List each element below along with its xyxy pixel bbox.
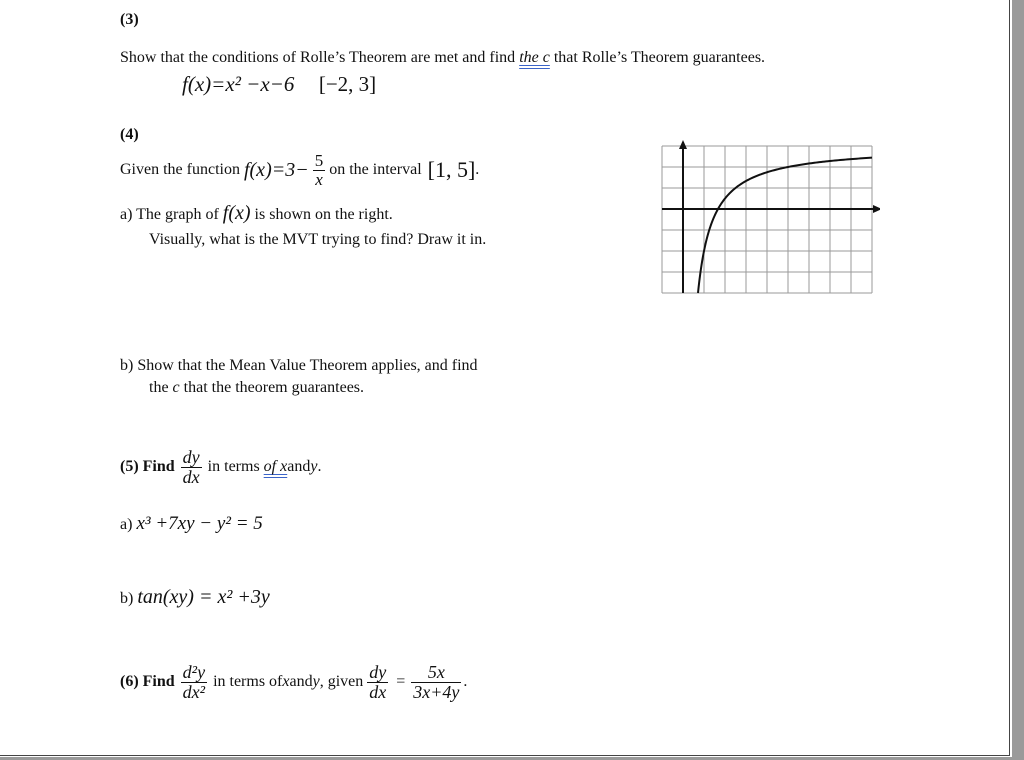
- problem-5-label: (5) Find: [120, 458, 175, 475]
- graph-axes: [662, 140, 880, 293]
- problem-6-frac-num: d²y: [182, 661, 206, 682]
- y-axis-arrow: [679, 140, 687, 149]
- problem-4-period: .: [475, 161, 480, 178]
- problem-4-given: [120, 146, 479, 194]
- problem-3-text-b: that Rolle’s Theorem guarantees.: [549, 49, 766, 66]
- problem-6-eq: =: [396, 673, 406, 690]
- problem-6-given: , given: [319, 673, 364, 690]
- problem-4a-line1: [120, 202, 393, 225]
- problem-6-fraction-2: [367, 663, 388, 702]
- problem-6-x: x: [282, 673, 290, 690]
- problem-5a: [120, 513, 263, 535]
- problem-5-y: y: [310, 458, 318, 475]
- problem-5b: [120, 586, 270, 609]
- problem-6-label: (6) Find: [120, 673, 175, 690]
- problem-4-interval: [1, 5]: [427, 157, 476, 182]
- problem-6-fraction: [181, 663, 207, 702]
- problem-6-frac3-num: 5x: [411, 663, 461, 683]
- problem-4-frac-den: x: [315, 169, 323, 189]
- graph-grid: [662, 146, 872, 293]
- problem-4-label: (4): [120, 126, 139, 143]
- problem-6-end: .: [463, 673, 468, 690]
- problem-6-frac2-den: dx: [369, 681, 387, 702]
- problem-5a-equation: x³ +7xy − y² = 5: [136, 513, 263, 534]
- problem-4b-text-a: the: [149, 379, 173, 396]
- problem-3-statement: [120, 49, 765, 67]
- problem-5b-label: b): [120, 590, 138, 607]
- problem-5-link[interactable]: of x: [263, 458, 288, 475]
- problem-4-fraction: [313, 152, 326, 189]
- scrollbar-track: [1012, 0, 1024, 760]
- problem-5-statement: [120, 444, 321, 490]
- problem-5a-label: a): [120, 516, 137, 533]
- function-graph: [658, 140, 880, 310]
- x-axis-arrow: [873, 205, 880, 213]
- problem-3-label: (3): [120, 11, 139, 28]
- problem-6-statement: [120, 656, 467, 708]
- problem-4b-line1: b) Show that the Mean Value Theorem applies, and find: [120, 357, 478, 374]
- problem-5-text-a: in terms: [207, 458, 260, 475]
- problem-5-fraction: [181, 448, 202, 487]
- problem-4b-line2: [149, 379, 364, 397]
- problem-6-frac2-num: dy: [369, 661, 387, 682]
- problem-4b-c: c: [172, 379, 180, 396]
- problem-5-end: .: [317, 458, 322, 475]
- problem-5-frac-den: dx: [182, 466, 200, 487]
- problem-4-given-b: on the interval: [329, 161, 422, 178]
- problem-3-interval: [−2, 3]: [318, 72, 377, 96]
- problem-4-func-lhs: f(x)=3−: [243, 158, 309, 181]
- problem-3-function: [182, 72, 376, 97]
- problem-3-text-a: Show that the conditions of Rolle’s Theorem are met and find: [120, 49, 520, 66]
- problem-6-frac3-den: 3x+4y: [413, 681, 460, 702]
- problem-5b-equation: tan(xy) = x² +3y: [137, 586, 270, 608]
- problem-6-y: y: [312, 673, 320, 690]
- problem-5-frac-num: dy: [182, 446, 200, 467]
- problem-3-link[interactable]: the c: [519, 49, 550, 66]
- problem-4a-func: f(x): [222, 202, 251, 224]
- problem-4b-text-b: that the theorem guarantees.: [179, 379, 365, 396]
- problem-4a-line2: Visually, what is the MVT trying to find? Draw it in.: [149, 231, 487, 248]
- problem-6-frac-den: dx²: [182, 681, 206, 702]
- problem-3-func: f(x)=x² −x−6: [182, 72, 295, 96]
- problem-6-text-a: in terms of: [213, 673, 283, 690]
- problem-4-frac-num: 5: [314, 150, 324, 170]
- problem-4-given-a: Given the function: [120, 161, 240, 178]
- problem-6-and: and: [289, 673, 313, 690]
- problem-4a-prefix: a) The graph of: [120, 206, 223, 223]
- graph-curve: [698, 158, 872, 293]
- problem-5-text-b: and: [287, 458, 311, 475]
- problem-4a-suffix: is shown on the right.: [250, 206, 393, 223]
- problem-6-fraction-3: [411, 663, 461, 702]
